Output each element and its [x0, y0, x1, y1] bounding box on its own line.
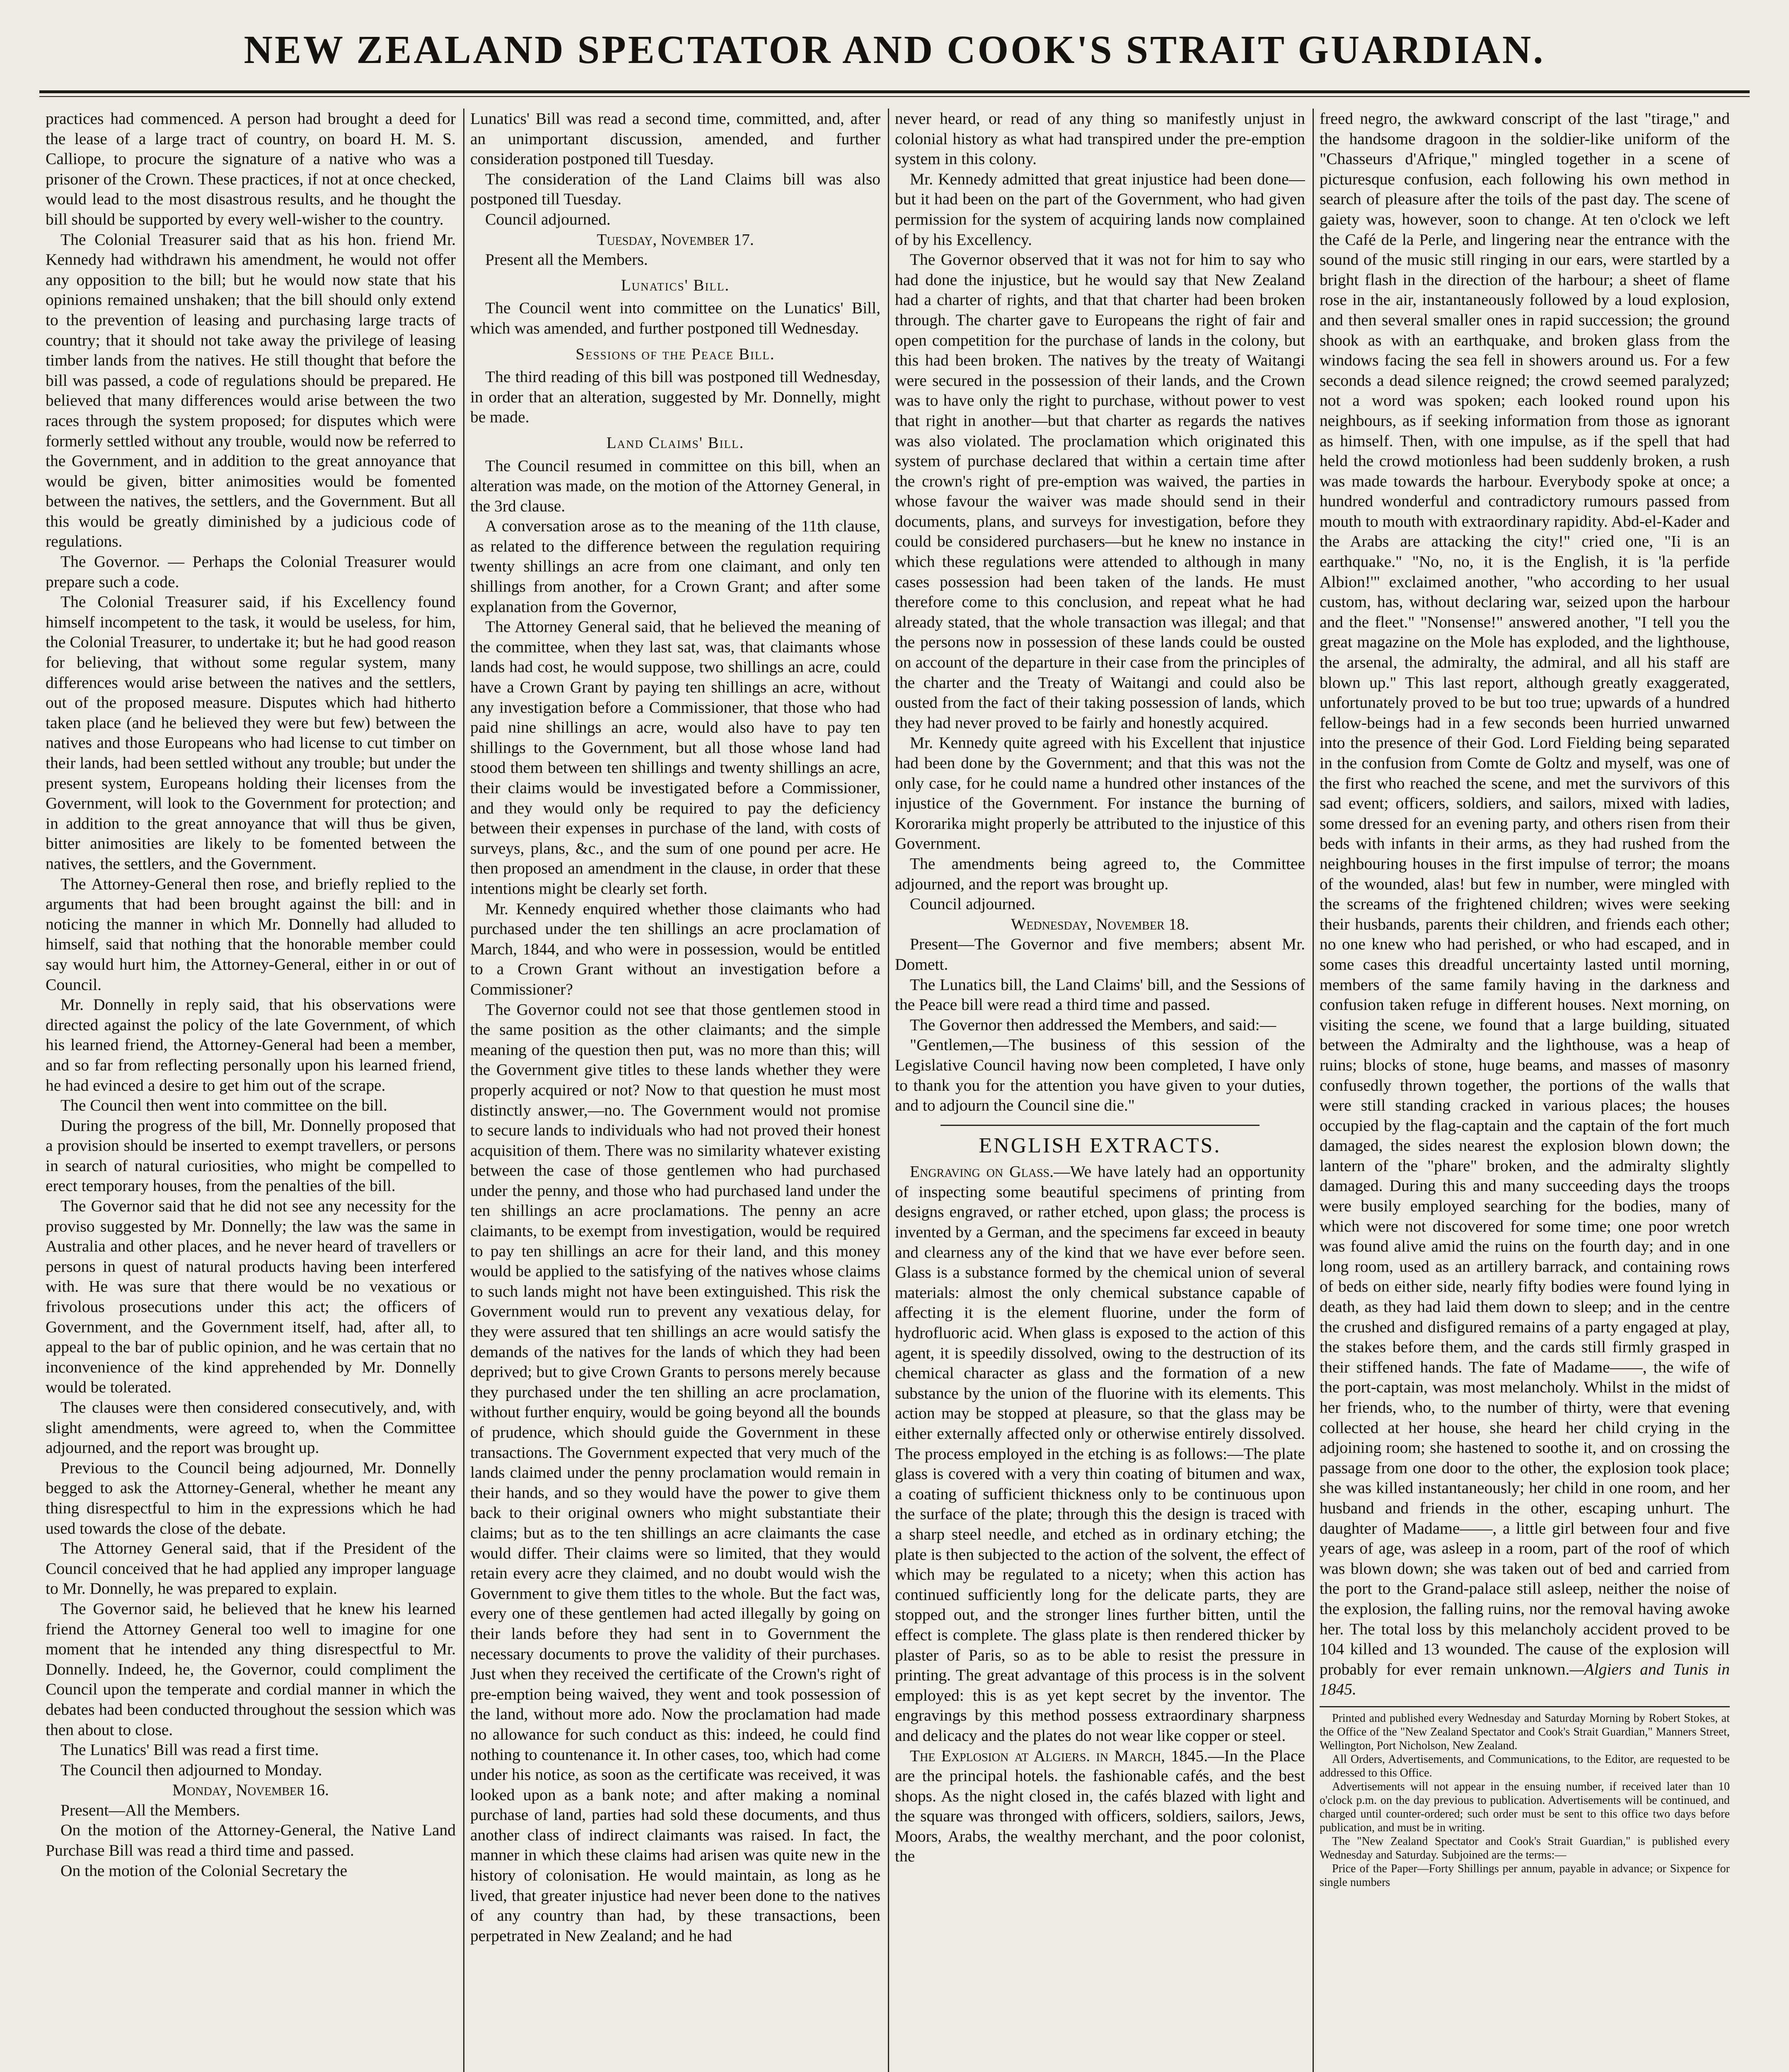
- paragraph: Previous to the Council being adjourned, Mr. Donnelly begged to ask the Attorney-General, whether he meant any thing disrespectful to him in the expressions which he had used towards the close of the debate.: [46, 1458, 456, 1537]
- paragraph: The Governor. — Perhaps the Colonial Treasurer would prepare such a code.: [46, 552, 456, 591]
- column-rule: [463, 109, 464, 2072]
- article-text: —In the Place are the principal hotels. the fashionable cafés, and the best shops. As the night closed in, the cafés blazed with light and the square was thronged with officers, soldiers, sailors, Jews, Moors, Arabs, the wealthy merchant, and the poor colonist, the: [895, 1746, 1305, 1866]
- masthead-rule-thin: [39, 96, 1750, 97]
- article-text: —We have lately had an opportunity of inspecting some beautiful specimens of printing from designs engraved, or rather etched, upon glass; the process is invented by a German, and the specimens far exceed in beauty and clearness any of the kind that we have ever before seen. Glass is a substance formed by the chemical union of several materials: almost the only chemical substance capable of affecting it is the element fluorine, under the form of hydrofluoric acid. When glass is exposed to the action of this agent, it is speedily dissolved, owing to the destruction of its chemical character as glass and the formation of a new substance by the union of the fluorine with its elements. This action may be stopped at pleasure, so that the glass may be either externally affected only or otherwise entirely dissolved. The process employed in the etching is as follows:—The plate glass is covered with a very thin coating of bitumen and wax, a coating of sufficient thickness only to be continuous upon the surface of the plate; through this the design is traced with a sharp steel needle, and etched as in ordinary etching; the plate is then subjected to the action of the solvent, the effect of which may be regulated to a nicety; when this action has continued sufficiently long for the delicate parts, they are stopped out, and the stronger lines further bitten, until the effect is complete. The glass plate is then rendered thicker by plaster of Paris, so as to be able to resist the pressure in printing. The great advantage of this process is in the solvent employed: this is as yet kept secret by the inventor. The engravings by this method possess extraordinary sharpness and delicacy and the plates do not wear like copper or steel.: [895, 1162, 1305, 1745]
- paragraph: The amendments being agreed to, the Committee adjourned, and the report was brought up.: [895, 854, 1305, 893]
- masthead-rule-thick: [39, 90, 1750, 93]
- paragraph: The Governor observed that it was not for him to say who had done the injustice, but he would say that New Zealand had a charter of rights, and that that charter had been broken through. The charter gave to Europeans the right of fair and open competition for the purchase of lands in the colony, but this had been broken. The natives by the treaty of Waitangi were secured in the possession of their lands, and the Crown was to have only the right to purchase, without power to vest that right in another—but that charter as regards the natives was also violated. The proclamation which originated this system of purchase declared that within a certain time after the crown's right of pre-emption was waived, the parties in whose favour the waiver was made should send in their documents, plans, and surveys for investigation, before they could be considered purchasers—but he knew no instance in which these regulations were attended to although in many cases possession had been taken of the lands. He must therefore come to this conclusion, and repeat what he had already stated, that the whole transaction was illegal; and that the persons now in possession of these lands could be ousted on account of the departure in their case from the principles of the charter and the Treaty of Waitangi and could also be ousted from the fact of their taking possession of lands, which they had never proved to be fairly and honestly acquired.: [895, 250, 1305, 732]
- column-3: [895, 109, 1305, 2072]
- masthead: [83, 23, 1706, 93]
- imprint-line: The "New Zealand Spectator and Cook's Strait Guardian," is published every Wednesday and Saturday. Subjoined are the terms:—: [1320, 1835, 1730, 1861]
- paragraph: The clauses were then considered consecutively, and, with slight amendments, were agreed to, when the Committee adjourned, and the report was brought up.: [46, 1398, 456, 1457]
- paragraph: Council adjourned.: [910, 895, 1035, 913]
- section-rule: [1320, 1706, 1730, 1707]
- bill-heading: Lunatics' Bill.: [621, 276, 730, 294]
- imprint-line: Price of the Paper—Forty Shillings per annum, payable in advance; or Sixpence for single numbers: [1320, 1862, 1730, 1889]
- session-date: Wednesday, November 18.: [1011, 915, 1189, 933]
- column-1: [46, 109, 456, 2072]
- imprint-line: Printed and published every Wednesday and Saturday Morning by Robert Stokes, at the Office of the "New Zealand Spectator and Cook's Strait Guardian," Manners Street, Wellington, Port Nicholson, New Zealand.: [1320, 1711, 1730, 1752]
- paragraph: The Governor could not see that those gentlemen stood in the same position as the other claimants; and the simple meaning of the question then put, was no more than this; will the Government give titles to these lands whether they were properly acquired or not? Now to that question he must most distinctly answer,—no. The Government would not promise to secure lands to individuals who had not proved their honest acquisition of them. There was no similarity whatever existing between the case of those gentlemen who had purchased under the penny, and those who had purchased land under the ten shillings an acre proclamations. The penny an acre claimants, to be exempt from investigation, would be required to pay ten shillings an acre for their land, and this money would be applied to the satisfying of the natives whose claims to such lands might not have been extinguished. This risk the Government would run to prevent any vexatious delay, for they were assured that ten shillings an acre would satisfy the demands of the natives for the lands of which they had been deprived; but to give Crown Grants to persons merely because they purchased under the ten shilling an acre proclamation, without further enquiry, would be going beyond all the bounds of prudence, which should guide the Government in these transactions. The Government expected that very much of the lands claimed under the penny proclamation would remain in their hands, and so they would have the power to give them back to their original owners who might substantiate their claims; but as to the ten shillings an acre claimants the case would differ. Their claims were so limited, that they would retain every acre they claimed, and no doubt would wish the Government to give them titles to the whole. But the fact was, every one of these gentlemen had acted illegally by going on their lands before they had sent in to Government the necessary documents to prove the validity of their purchases. Just when they received the certificate of the Crown's right of pre-emption being waived, they went and took possession of the land, without more ado. Now the proclamation had made no allowance for such conduct as this: indeed, he could find nothing to countenance it. In other cases, too, which had come under his notice, as soon as the certificate was received, it was looked upon as a bank note; and after making a nominal purchase of land, parties had sold these documents, and thus another class of indirect claimants was raised. In fact, the manner in which these claims had arisen was quite new in the history of colonisation. He would maintain, as long as he lived, that greater injustice had never been done to the natives of any country than had, by these transactions, been perpetrated in New Zealand; and he had: [470, 1000, 880, 1945]
- paragraph: Mr. Donnelly in reply said, that his observations were directed against the policy of the late Government, of which his learned friend, the Attorney-General had been a member, and so far from reflecting personally upon his learned friend, he had evinced a desire to get him out of the scrape.: [46, 995, 456, 1094]
- paragraph: The Colonial Treasurer said that as his hon. friend Mr. Kennedy had withdrawn his amendment, he would not offer any opposition to the bill; but he would now state that his opinions remained unshaken; that the bill should only extend to the prevention of leasing and purchasing large tracts of country; that it should not take away the privilege of leasing timber lands from the natives. He still thought that before the bill was passed, a code of regulations should be prepared. He believed that many differences would arise between the two races through the system proposed; for disputes which were formerly settled without any trouble, would now be referred to the Government, and in addition to the great annoyance that would be given, bitter animosities would be fomented between the natives, the settlers, and the Government. But all this would be greatly diminished by a judicious code of regulations.: [46, 230, 456, 551]
- paragraph: The Governor said that he did not see any necessity for the proviso suggested by Mr. Donnelly; the law was the same in Australia and other places, and he never heard of travellers or persons in quest of natural products having been interfered with. He was sure that there would be no vexatious or frivolous prosecutions under this act; the officers of Government, and the Government itself, had, after all, to appeal to the bar of public opinion, and he was certain that no inconvenience of the kind apprehended by Mr. Donnelly would be tolerated.: [46, 1197, 456, 1397]
- paragraph: practices had commenced. A person had brought a deed for the lease of a large tract of country, on board H. M. S. Calliope, to procure the signature of a native who was a prisoner of the Crown. These practices, if not at once checked, would lead to the most disastrous results, and he thought the bill should be supported by every well-wisher to the country.: [46, 109, 456, 228]
- paragraph: [1320, 109, 1730, 1699]
- section-heading: ENGLISH EXTRACTS.: [979, 1133, 1221, 1157]
- paragraph: Lunatics' Bill was read a second time, committed, and, after an unimportant discussion, amended, and further consideration postponed till Tuesday.: [470, 109, 880, 168]
- paragraph: The Attorney General said, that he believed the meaning of the committee, when they last sat, was, that claimants whose lands had cost, he would suppose, two shillings an acre, could have a Crown Grant by paying ten shillings an acre, without any investigation before a Commissioner, that those who had paid nine shillings an acre, would also have to pay ten shillings to the Government, but all those whose land had stood them between ten shillings and twenty shillings an acre, their claims would be investigated before a Commissioner, and they would only be required to pay the deficiency between their expenses in purchase of the land, with costs of surveys, plans, &c., and the sum of one pound per acre. He then proposed an amendment in the clause, in order that these intentions might be clearly set forth.: [470, 617, 880, 898]
- paragraph: The Council then went into committee on the bill.: [60, 1096, 387, 1115]
- paragraph: The third reading of this bill was postponed till Wednesday, in order that an alteration, suggested by Mr. Donnelly, might be made.: [470, 368, 880, 426]
- paragraph: The Colonial Treasurer said, if his Excellency found himself incompetent to the task, it would be useless, for him, the Colonial Treasurer, to undertake it; but he had good reason for believing, that without some regular system, many differences would arise between the natives and the settlers, out of the proposed measure. Disputes which had hitherto taken place (and he believed they were but few) between the natives and those Europeans who had license to cut timber on their lands, had been settled without any trouble; but under the present system, Europeans holding their licenses from the Government, will look to the Government for protection; and in addition to the great annoyance that will thus be given, bitter animosities are likely to be fomented between the natives, the settlers, and the Government.: [46, 593, 456, 873]
- imprint: [1320, 1711, 1730, 1889]
- article-text: freed negro, the awkward conscript of the last "tirage," and the handsome dragoon in the soldier-like uniform of the "Chasseurs d'Afrique," mingled together in a scene of picturesque confusion, each following his own method in search of pleasure after the toils of the past day. The scene of gaiety was, however, soon to change. At ten o'clock we left the Café de la Perle, and lingering near the entrance with the sound of the music still ringing in our ears, were startled by a bright flash in the direction of the harbour; a sheet of flame rose in the air, instantaneously followed by a loud explosion, and then several smaller ones in rapid succession; the ground shook as with an earthquake, and broken glass from the windows facing the sea fell in showers around us. For a few seconds a dead silence reigned; the crowd seemed paralyzed; not a word was spoken; each looked round upon his neighbours, as if seeking information from those as ignorant as himself. Then, with one impulse, as if the spell that had held the crowd motionless had been suddenly broken, a rush was made towards the harbour. Everybody spoke at once; a hundred wonderful and contradictory rumours passed from mouth to mouth with extraordinary rapidity. Abd-el-Kader and the Arabs are attacking the city!" cried one, "Ii is an earthquake." "No, no, it is the English, it is 'la perfide Albion!'" exclaimed another, "who according to her usual custom, has, without declaring war, seized upon the harbour and the fleet." "Nonsense!" answered another, "I tell you the great magazine on the Mole has exploded, and the lighthouse, the arsenal, the admiralty, the admiral, and all his staff are blown up." This last report, although greatly exaggerated, unfortunately proved to be but too true; upwards of a hundred fellow-beings had in a few seconds been hurried unwarned into the presence of their God. Lord Fielding being separated in the confusion from Comte de Goltz and myself, was one of the first who reached the scene, and met the survivors of this sad event; officers, soldiers, and sailors, mixed with ladies, some dressed for an evening party, and others risen from their beds with infants in their arms, as they had rushed from the neighbouring houses in the first impulse of terror; the moans of the wounded, alas! but few in number, were mingled with the screams of the frightened children; wives were seeking their husbands, parents their children, and friends each other; no one knew who had perished, or who had escaped, and in some cases this dreadful uncertainty lasted until morning, members of the same family having in the darkness and confusion taken refuge in different houses. Next morning, on visiting the scene, we found that a large building, situated between the Admiralty and the lighthouse, was a heap of ruins; blocks of stone, huge beams, and masses of masonry confusedly thrown together, the portions of the walls that were still standing cracked in various places; the houses occupied by the flag-captain and the captain of the fort much damaged, the sides nearest the explosion blown down; the lantern of the "phare" broken, and the admiralty slightly damaged. During this and many succeeding days the troops were busily employed searching for the bodies, many of which were not discovered for some time; one poor wretch was found alive amid the ruins on the fourth day; and in one long room, used as an artillery barrack, and containing rows of beds on either side, nearly fifty bodies were found lying in death, as they had laid them down to sleep; and in the centre the crushed and disfigured remains of a party engaged at play, the stakes before them, and the cards still firmly grasped in their stiffened hands. The fate of Madame——, the wife of the port-captain, was most melancholy. Whilst in the midst of her friends, who, to the number of thirty, were that evening collected at her house, she heard her child crying in the adjoining room; she hastened to soothe it, and on crossing the passage from one door to the other, the explosion took place; she was killed instantaneously; her child in one room, and her husband and friends in the other, escaping unhurt. The daughter of Madame——, a little girl between four and five years of age, was asleep in a room, part of the roof of which was blown down; she was taken out of bed and carried from the port to the Grand-palace still asleep, neither the noise of the explosion, the falling ruins, nor the removal having awoke her. The total loss by this melancholy accident proved to be 104 killed and 13 wounded. The cause of the explosion will probably for ever remain unknown.: [1320, 109, 1730, 1678]
- paragraph: Mr. Kennedy admitted that great injustice had been done—but it had been on the part of the Government, who had given permission for the system of acquiring lands now complained of by his Excellency.: [895, 169, 1305, 249]
- paragraph: On the motion of the Colonial Secretary the: [60, 1861, 348, 1880]
- paragraph: Present—All the Members.: [60, 1801, 240, 1819]
- paragraph: The Lunatics' Bill was read a first time.: [60, 1740, 319, 1759]
- paragraph: [895, 1162, 1305, 1745]
- bill-heading: Land Claims' Bill.: [606, 433, 745, 452]
- paragraph: The Attorney-General then rose, and briefly replied to the arguments that had been brought against the bill: and in noticing the manner in which Mr. Donnelly had alluded to himself, said that nothing that the honorable member could say would hurt him, the Attorney-General, either in or out of Council.: [46, 874, 456, 994]
- paragraph: The Council resumed in committee on this bill, when an alteration was made, on the motion of the Attorney General, in the 3rd clause.: [470, 456, 880, 515]
- session-date: Monday, November 16.: [172, 1781, 329, 1799]
- paragraph: The Attorney General said, that if the President of the Council conceived that he had applied any improper language to Mr. Donnelly, he was prepared to explain.: [46, 1539, 456, 1598]
- paragraph: Present all the Members.: [485, 250, 648, 269]
- paragraph: never heard, or read of any thing so manifestly unjust in colonial history as what had transpired under the pre-emption system in this colony.: [895, 109, 1305, 168]
- article-source: —Algiers and Tunis in 1845.: [1320, 1660, 1730, 1699]
- article-lead: The Explosion at Algiers. in March, 1845.: [910, 1746, 1208, 1765]
- column-rule: [888, 109, 889, 2072]
- article-lead: Engraving on Glass.: [910, 1162, 1054, 1181]
- paragraph: The Lunatics bill, the Land Claims' bill, and the Sessions of the Peace bill were read a third time and passed.: [895, 975, 1305, 1014]
- paragraph: On the motion of the Attorney-General, the Native Land Purchase Bill was read a third time and passed.: [46, 1821, 456, 1860]
- paragraph: [895, 1746, 1305, 1867]
- paragraph: Present—The Governor and five members; absent Mr. Domett.: [895, 935, 1305, 973]
- bill-heading: Sessions of the Peace Bill.: [575, 345, 775, 363]
- paragraph: During the progress of the bill, Mr. Donnelly proposed that a provision should be inserted to exempt travellers, or persons in search of natural curiosities, who might be compelled to erect temporary houses, from the penalties of the bill.: [46, 1116, 456, 1195]
- paragraph: The Governor said, he believed that he knew his learned friend the Attorney General too well to imagine for one moment that he intended any thing disrespectful to Mr. Donnelly. Indeed, he, the Governor, could compliment the Council upon the temperate and cordial manner in which the debates had been conducted throughout the session which was then about to close.: [46, 1599, 456, 1739]
- paragraph: A conversation arose as to the meaning of the 11th clause, as related to the difference between the regulation requiring twenty shillings an acre from one claimant, and only ten shillings from another, for a Crown Grant; and after some explanation from the Governor,: [470, 517, 880, 616]
- paragraph: The consideration of the Land Claims bill was also postponed till Tuesday.: [470, 169, 880, 208]
- paragraph: "Gentlemen,—The business of this session of the Legislative Council having now been completed, I have only to thank you for the attention you have given to your duties, and to adjourn the Council sine die.": [895, 1036, 1305, 1115]
- paragraph: The Governor then addressed the Members, and said:—: [910, 1015, 1276, 1034]
- paragraph: The Council then adjourned to Monday.: [60, 1760, 322, 1779]
- imprint-line: Advertisements will not appear in the ensuing number, if received later than 10 o'clock p.m. on the day previous to publication. Advertisements will be continued, and charged until counter-ordered; such order must be sent to this office two days before publication, and must be in writing.: [1320, 1780, 1730, 1834]
- imprint-line: All Orders, Advertisements, and Communications, to the Editor, are requested to be addressed to this Office.: [1320, 1752, 1730, 1779]
- section-rule: [940, 1125, 1260, 1126]
- column-rule: [1313, 109, 1314, 2072]
- column-2: [470, 109, 880, 2072]
- masthead-title: NEW ZEALAND SPECTATOR AND COOK'S STRAIT GUARDIAN.: [244, 27, 1545, 72]
- paragraph: Council adjourned.: [485, 210, 611, 228]
- column-4: [1320, 109, 1730, 2072]
- session-date: Tuesday, November 17.: [597, 230, 754, 249]
- paragraph: The Council went into committee on the Lunatics' Bill, which was amended, and further postponed till Wednesday.: [470, 299, 880, 337]
- paragraph: Mr. Kennedy enquired whether those claimants who had purchased under the ten shillings an acre proclamation of March, 1844, and who were in possession, would be entitled to a Crown Grant without an investigation before a Commissioner?: [470, 899, 880, 998]
- paragraph: Mr. Kennedy quite agreed with his Excellent that injustice had been done by the Government; and that this was not the only case, for he could name a hundred other instances of the injustice of the Government. For instance the burning of Kororarika might properly be attributed to the injustice of this Government.: [895, 733, 1305, 853]
